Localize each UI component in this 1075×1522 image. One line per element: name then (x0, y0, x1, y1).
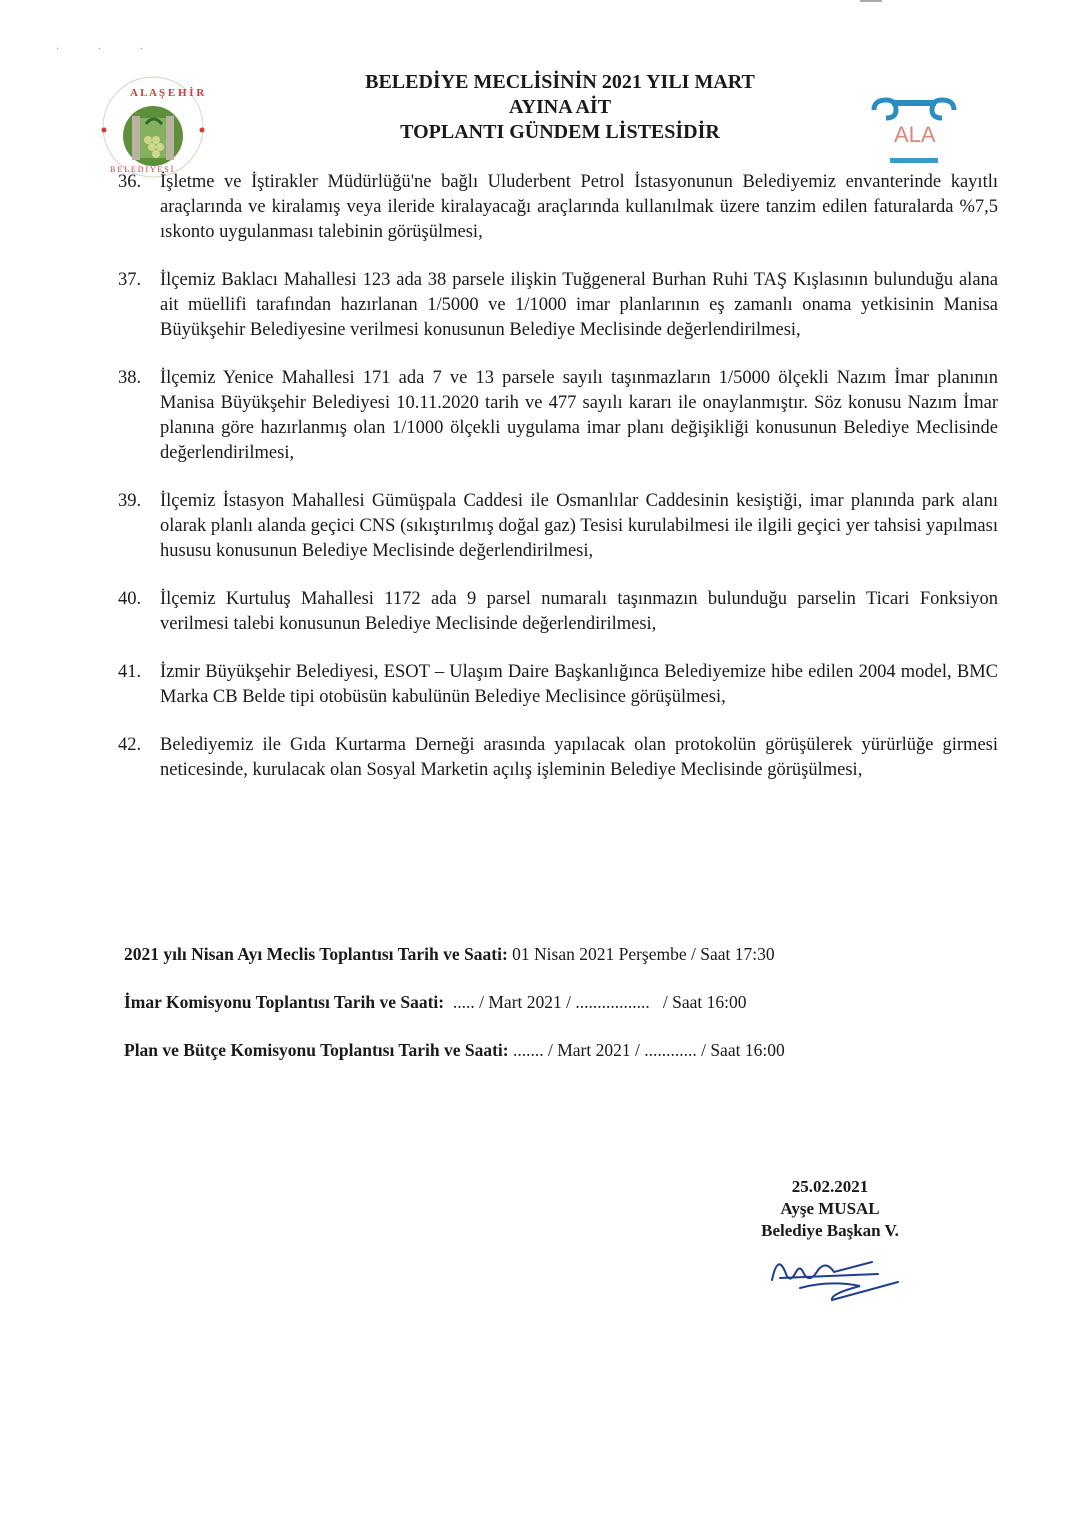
signature-block (740, 1176, 920, 1242)
council-meeting-value: 01 Nisan 2021 Perşembe / Saat 17:30 (507, 944, 775, 964)
agenda-item-number: 41. (118, 662, 142, 682)
handwritten-signature (760, 1244, 910, 1304)
agenda-item-text: Belediyemiz ile Gıda Kurtarma Derneği arasında yapılacak olan protokolün görüşülerek yürürlüğe girmesi neticesinde, kurulacak olan Sosyal Marketin açılış işleminin Belediye Meclisinde görüşülmesi, (160, 735, 998, 780)
title-line-3: TOPLANTI GÜNDEM LİSTESİDİR (400, 121, 720, 143)
budget-committee-value: ....... / Mart 2021 / ............ / Saat 16:00 (508, 1040, 785, 1060)
agenda-item-number: 42. (118, 735, 142, 755)
agenda-item-text: İlçemiz İstasyon Mahallesi Gümüşpala Caddesi ile Osmanlılar Caddesinin kesiştiği, imar planında park alanı olarak planlı alanda geçici CNS (sıkıştırılmış doğal gaz) Tesisi kurulabilmesi ile ilgili geçici yer tahsisi yapılması hususu konusunun Belediye Meclisinde değerlendirilmesi, (160, 491, 998, 561)
agenda-item (118, 587, 998, 637)
agenda-item-number: 37. (118, 270, 142, 290)
signature-date: 25.02.2021 (791, 1177, 869, 1196)
municipality-seal-logo (96, 74, 210, 180)
page-title (300, 70, 820, 145)
agenda-item-text: İşletme ve İştirakler Müdürlüğü'ne bağlı Uluderbent Petrol İstasyonunun Belediyemiz envanterinde kayıtlı araçlarında ve kiralamış veya ileride kiralayacağı araçlarında kullanılmak üzere tanzim edilen faturalarda %7,5 ıskonto uygulanması talebinin görüşülmesi, (160, 172, 998, 242)
agenda-item (118, 489, 998, 564)
council-meeting-line (124, 944, 775, 965)
agenda-item-text: İlçemiz Yenice Mahallesi 171 ada 7 ve 13 parsele sayılı taşınmazların 1/5000 ölçekli Nazım İmar planının Manisa Büyükşehir Belediyesi 10.11.2020 tarih ve 477 sayılı kararı ile onaylanmıştır. Söz konusu Nazım İmar planına göre hazırlanmış olan 1/1000 ölçekli uygulama imar planı değişikliği konusunun Belediye Meclisinde değerlendirilmesi, (160, 368, 998, 463)
agenda-item-number: 36. (118, 172, 142, 192)
agenda-item-text: İlçemiz Baklacı Mahallesi 123 ada 38 parsele ilişkin Tuğgeneral Burhan Ruhi TAŞ Kışlasının bulunduğu alana ait müellifi tarafından hazırlanan 1/5000 ve 1/1000 imar planlarının eş zamanlı onama yetkisinin Manisa Büyükşehir Belediyesine verilmesi konusunun Belediye Meclisinde değerlendirilmesi, (160, 270, 998, 340)
svg-text:B E L E D İ Y E S İ: B E L E D İ Y E S İ (110, 165, 174, 174)
scan-mark (860, 0, 882, 2)
agenda-item (118, 366, 998, 466)
title-line-1: BELEDİYE MECLİSİNİN 2021 YILI MART (365, 71, 755, 93)
zoning-committee-value: ..... / Mart 2021 / ................. / Saat 16:00 (444, 992, 747, 1012)
agenda-item-number: 40. (118, 589, 142, 609)
zoning-committee-label: İmar Komisyonu Toplantısı Tarih ve Saati: (124, 992, 445, 1012)
agenda-item (118, 733, 998, 783)
scan-dots: · · · (56, 44, 161, 55)
council-meeting-label: 2021 yılı Nisan Ayı Meclis Toplantısı Tarih ve Saati: (124, 944, 508, 964)
svg-text:A L A Ş E H İ R: A L A Ş E H İ R (130, 87, 205, 99)
agenda-item (118, 170, 998, 245)
ala-logo (868, 96, 960, 166)
signer-name: Ayşe MUSAL (780, 1199, 880, 1218)
zoning-committee-line (124, 992, 746, 1013)
agenda-item-text: İlçemiz Kurtuluş Mahallesi 1172 ada 9 parsel numaralı taşınmazın bulunduğu parselin Ticari Fonksiyon verilmesi talebi konusunun Belediye Meclisinde değerlendirilmesi, (160, 589, 998, 634)
svg-text:ALA: ALA (894, 122, 936, 147)
agenda-list (118, 170, 998, 806)
agenda-item-number: 39. (118, 491, 142, 511)
budget-committee-line (124, 1040, 785, 1061)
agenda-item (118, 268, 998, 343)
agenda-item-number: 38. (118, 368, 142, 388)
budget-committee-label: Plan ve Bütçe Komisyonu Toplantısı Tarih ve Saati: (124, 1040, 509, 1060)
title-line-2: AYINA AİT (508, 96, 612, 118)
agenda-item (118, 660, 998, 710)
signer-title: Belediye Başkan V. (761, 1221, 899, 1240)
agenda-item-text: İzmir Büyükşehir Belediyesi, ESOT – Ulaşım Daire Başkanlığınca Belediyemize hibe edilen 2004 model, BMC Marka CB Belde tipi otobüsün kabulünün Belediye Meclisince görüşülmesi, (160, 662, 998, 707)
